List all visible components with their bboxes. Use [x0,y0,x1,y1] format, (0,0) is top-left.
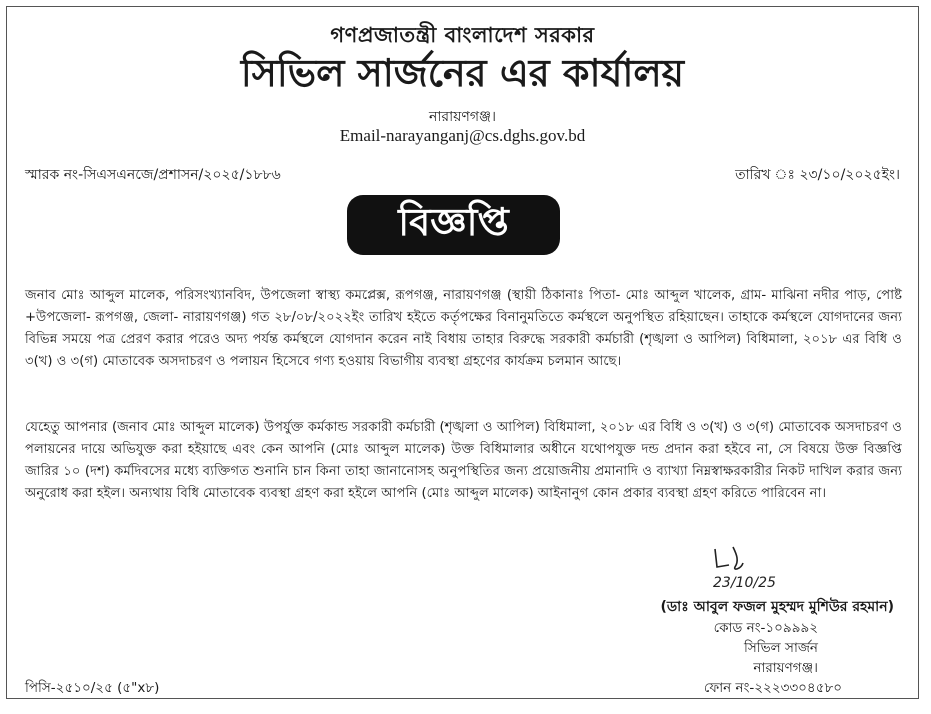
memo-number: স্মারক নং-সিএসএনজে/প্রশাসন/২০২৫/১৮৮৬ [25,167,281,183]
office-city: নারায়ণগঞ্জ। [428,109,497,125]
notice-paragraph-1: জনাব মোঃ আব্দুল মালেক, পরিসংখ্যানবিদ, উপজেলা স্বাস্থ্য কমপ্লেক্স, রূপগঞ্জ, নারায়ণগঞ্জ (স্থায়ী ঠিকানাঃ পিতা- মোঃ আব্দুল খালেক, গ্রাম- মাঝিনা নদীর পাড়, পোষ্ট +উপজেলা- রূপগঞ্জ, জেলা- নারায়ণগঞ্জ) গত ২৮/০৮/২০২২ইং তারিখ হইতে কর্তৃপক্ষের বিনানুমতিতে কর্মস্থলে অনুপস্থিত রহিয়াছেন। তাহাকে কর্মস্থলে যোগদানের জন্য বিভিন্ন সময়ে পত্র প্রেরণ করার পরেও অদ্য পর্যন্ত কর্মস্থলে যোগদান করেন নাই বিধায় তাহার বিরুদ্ধে সরকারী কর্মচারী (শৃঙ্খলা ও আপিল) বিধিমালা, ২০১৮ এর বিধি ও ৩(খ) ও ৩(গ) মোতাবেক অসদাচরণ ও পলায়ন হিসেবে গণ্য হওয়ায় বিভাগীয় ব্যবস্থা গ্রহণের কার্যক্রম চলমান আছে। [25,288,902,369]
government-heading: গণপ্রজাতন্ত্রী বাংলাদেশ সরকার [330,23,595,47]
notice-title: বিজ্ঞপ্তি [398,200,509,244]
office-title: সিভিল সার্জনের এর কার্যালয় [240,51,685,95]
signatory-phone: ফোন নং-২২২৩৩০৪৫৮০ [703,680,842,696]
svg-text:23/10/25: 23/10/25 [713,575,776,591]
notice-title-badge [347,195,560,255]
signatory-place: নারায়ণগঞ্জ। [753,660,818,676]
office-email: Email-narayanganj@cs.dghs.gov.bd [339,126,586,145]
signatory-code: কোড নং-১০৯৯৯২ [713,620,818,636]
notice-paragraph-2: যেহেতু আপনার (জনাব মোঃ আব্দুল মালেক) উপর্যুক্ত কর্মকান্ড সরকারী কর্মচারী (শৃঙ্খলা ও আপিল) বিধিমালা, ২০১৮ এর বিধি ও ৩(খ) ও ৩(গ) মোতাবেক অসদাচরণ ও পলায়নের দায়ে অভিযুক্ত করা হইয়াছে এবং কেন আপনি (মোঃ আব্দুল মালেক) উক্ত বিধিমালার অধীনে যথোপযুক্ত দন্ড প্রদান করা হইবে না, সে বিষয়ে উক্ত বিজ্ঞপ্তি জারির ১০ (দশ) কর্মদিবসের মধ্যে ব্যক্তিগত শুনানি চান কিনা তাহা জানানোসহ অনুপস্থিতির জন্য প্রয়োজনীয় প্রমানাদি ও ব্যাখ্যা নিম্নস্বাক্ষরকারীর নিকট দাখিল করার জন্য অনুরোধ করা হইল। অন্যথায় বিধি মোতাবেক ব্যবস্থা গ্রহণ করা হইলে আপনি (মোঃ আব্দুল মালেক) আইনানুগ কোন প্রকার ব্যবস্থা গ্রহণ করিতে পারিবেন না। [25,420,902,501]
signatory-designation: সিভিল সার্জন [743,640,818,656]
public-notice [6,6,919,699]
memo-date: তারিখ ঃ ২৩/১০/২০২৫ইং। [735,167,900,183]
handwritten-signature [707,541,827,593]
signatory-name: (ডাঃ আবুল ফজল মুহম্মদ মুশিউর রহমান) [660,599,894,615]
pc-reference: পিসি-২৫১০/২৫ (৫"x৮) [25,680,160,696]
